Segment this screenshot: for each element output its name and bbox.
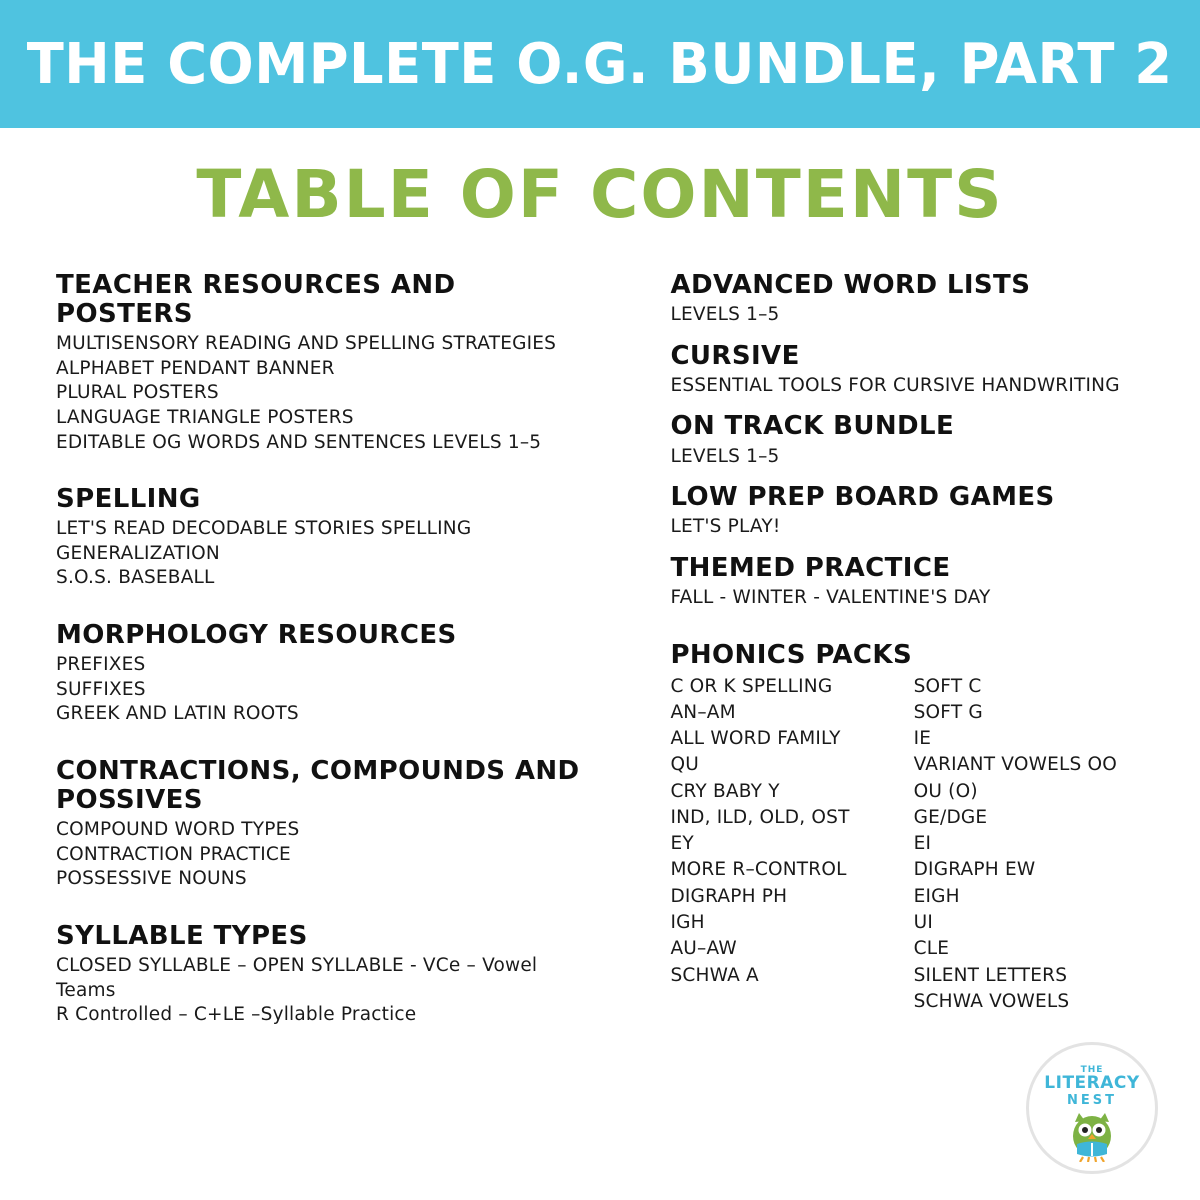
left-column	[56, 271, 600, 1058]
section-low-prep-board-games	[670, 483, 1148, 540]
list-item: SOFT C	[913, 675, 982, 697]
list-item: QU	[670, 754, 699, 776]
list-item: IGH	[670, 912, 705, 934]
section-line: GREEK AND LATIN ROOTS	[56, 703, 299, 725]
list-item: AN–AM	[670, 701, 736, 723]
section-morphology	[56, 621, 600, 727]
section-line: LET'S PLAY!	[670, 516, 781, 538]
section-heading: THEMED PRACTICE	[670, 552, 951, 583]
right-column	[670, 271, 1148, 1058]
section-line: R Controlled – C+LE –Syllable Practice	[56, 1004, 417, 1026]
list-item: DIGRAPH EW	[913, 859, 1036, 881]
list-item: EIGH	[913, 885, 960, 907]
section-line: S.O.S. BASEBALL	[56, 567, 215, 589]
banner-title: THE COMPLETE O.G. BUNDLE, PART 2	[27, 31, 1173, 97]
owl-icon	[1063, 1110, 1121, 1166]
section-line: ALPHABET PENDANT BANNER	[56, 357, 335, 379]
page-title: TABLE OF CONTENTS	[196, 156, 1004, 233]
list-item: CLE	[913, 938, 950, 960]
phonics-list-column-a	[670, 674, 849, 1015]
section-line: POSSESSIVE NOUNS	[56, 868, 247, 890]
list-item: MORE R–CONTROL	[670, 859, 847, 881]
section-heading: CURSIVE	[670, 340, 800, 371]
list-item: SCHWA A	[670, 964, 759, 986]
section-cursive	[670, 342, 1148, 399]
section-line: COMPOUND WORD TYPES	[56, 819, 300, 841]
section-heading: MORPHOLOGY RESOURCES	[56, 620, 457, 651]
section-syllable-types	[56, 922, 600, 1028]
list-item: IE	[913, 728, 932, 750]
section-heading: ADVANCED WORD LISTS	[670, 270, 1031, 300]
list-item: SOFT G	[913, 701, 983, 723]
phonics-list-column-b	[914, 674, 1117, 1015]
section-line: PREFIXES	[56, 654, 146, 676]
list-item: SILENT LETTERS	[913, 964, 1068, 986]
logo-line-3: NEST	[1067, 1093, 1117, 1108]
section-line: LET'S READ DECODABLE STORIES SPELLING GENERALIZATION	[56, 518, 472, 564]
section-themed-practice	[670, 554, 1148, 611]
list-item: IND, ILD, OLD, OST	[670, 806, 850, 828]
list-item: DIGRAPH PH	[670, 885, 788, 907]
section-line: FALL - WINTER - VALENTINE'S DAY	[670, 586, 991, 608]
section-on-track-bundle	[670, 412, 1148, 469]
section-line: LEVELS 1–5	[670, 445, 780, 467]
section-heading: CONTRACTIONS, COMPOUNDS AND POSSIVES	[56, 755, 580, 816]
section-line: MULTISENSORY READING AND SPELLING STRATEGIES	[56, 333, 557, 355]
brand-logo	[1026, 1042, 1158, 1174]
top-banner	[0, 0, 1200, 128]
list-item: EI	[913, 833, 932, 855]
logo-line-1: THE	[1080, 1065, 1104, 1075]
section-heading: SPELLING	[56, 484, 201, 515]
section-heading: PHONICS PACKS	[670, 639, 913, 670]
section-teacher-resources	[56, 271, 600, 455]
list-item: SCHWA VOWELS	[913, 990, 1070, 1012]
section-line: PLURAL POSTERS	[56, 382, 219, 404]
section-contractions	[56, 757, 600, 892]
section-spelling	[56, 485, 600, 591]
list-item: C OR K SPELLING	[670, 675, 833, 697]
section-phonics-packs	[670, 641, 1148, 1016]
list-item: CRY BABY Y	[670, 780, 780, 802]
list-item: VARIANT VOWELS OO	[913, 754, 1118, 776]
section-line: EDITABLE OG WORDS AND SENTENCES LEVELS 1–5	[56, 431, 542, 453]
list-item: UI	[913, 912, 933, 934]
list-item: GE/DGE	[913, 806, 988, 828]
section-line: SUFFIXES	[56, 678, 146, 700]
logo-line-2: LITERACY	[1044, 1073, 1140, 1093]
section-line: ESSENTIAL TOOLS FOR CURSIVE HANDWRITING	[670, 374, 1120, 396]
content-columns	[0, 271, 1200, 1058]
section-line: LEVELS 1–5	[670, 304, 780, 326]
list-item: ALL WORD FAMILY	[670, 728, 841, 750]
section-heading: TEACHER RESOURCES AND POSTERS	[56, 270, 456, 330]
list-item: EY	[670, 833, 694, 855]
section-heading: LOW PREP BOARD GAMES	[670, 482, 1055, 513]
phonics-lists	[670, 674, 1148, 1015]
section-line: LANGUAGE TRIANGLE POSTERS	[56, 407, 354, 428]
list-item: AU–AW	[670, 938, 737, 960]
section-heading: SYLLABLE TYPES	[56, 920, 308, 951]
section-line: CONTRACTION PRACTICE	[56, 843, 291, 865]
section-line: CLOSED SYLLABLE – OPEN SYLLABLE - VCe – Vowel Teams	[56, 955, 538, 1001]
section-heading: ON TRACK BUNDLE	[670, 411, 955, 442]
list-item: OU (O)	[913, 780, 978, 802]
section-advanced-word-lists	[670, 271, 1148, 328]
